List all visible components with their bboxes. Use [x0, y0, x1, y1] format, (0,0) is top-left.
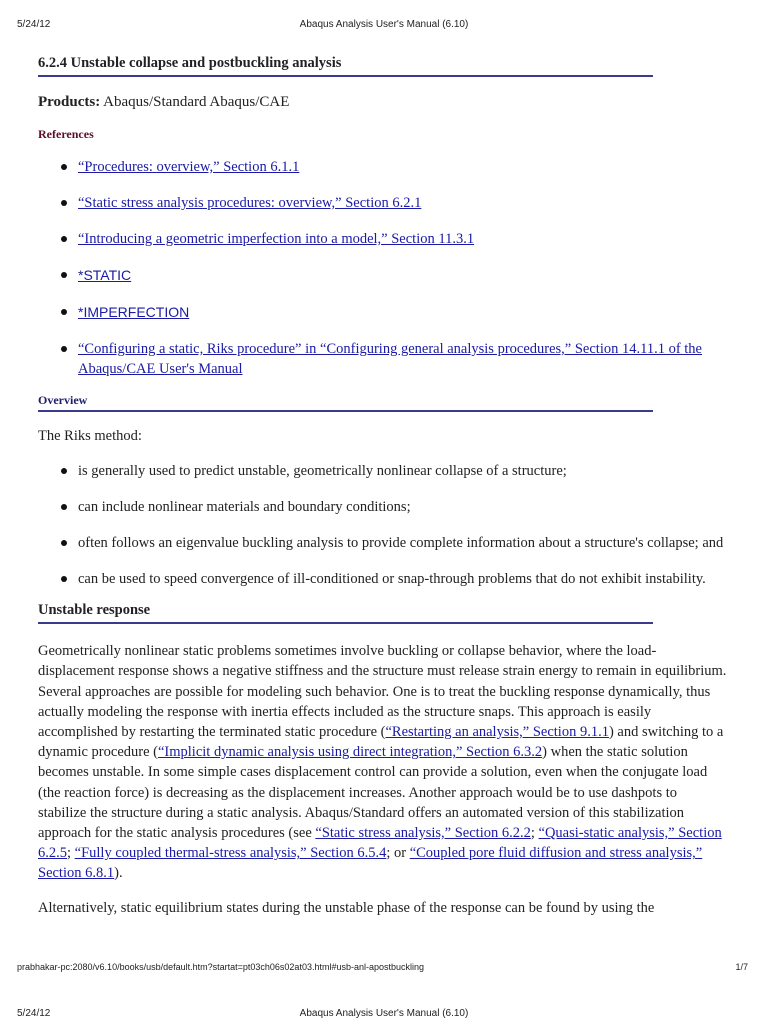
pore-fluid-link[interactable]: “Coupled pore fluid diffusion and stress analysis,” Section 6.8.1: [38, 845, 703, 882]
document-body: [38, 55, 728, 918]
reference-link[interactable]: “Procedures: overview,” Section 6.1.1: [78, 159, 300, 175]
unstable-response-heading: Unstable response: [38, 602, 653, 624]
footer-url: prabhakar-pc:2080/v6.10/books/usb/default.htm?startat=pt03ch06s02at03.html#usb-anl-apostbuckling: [17, 962, 425, 972]
header-date: 5/24/12: [17, 19, 51, 30]
overview-list: [38, 461, 728, 589]
list-item: [38, 193, 728, 213]
references-list: [38, 157, 728, 379]
products-label: Products:: [38, 94, 101, 110]
reference-link[interactable]: “Configuring a static, Riks procedure” in “Configuring general analysis procedures,” Section 14.11.1 of the Abaqus/CAE User's Manual: [78, 341, 702, 377]
list-item: often follows an eigenvalue buckling analysis to provide complete information about a structure's collapse; and: [38, 533, 728, 553]
list-item: is generally used to predict unstable, geometrically nonlinear collapse of a structure;: [38, 461, 728, 481]
paragraph-text: ;: [67, 845, 75, 862]
products-line: [38, 94, 728, 111]
products-value: Abaqus/Standard Abaqus/CAE: [103, 94, 290, 110]
header-title: Abaqus Analysis User's Manual (6.10): [299, 19, 469, 30]
footer-page-number: 1/7: [735, 962, 748, 972]
restart-analysis-link[interactable]: “Restarting an analysis,” Section 9.1.1: [385, 724, 609, 741]
paragraph-text: ;: [530, 825, 539, 842]
section-title: 6.2.4 Unstable collapse and postbuckling analysis: [38, 55, 653, 77]
reference-link[interactable]: “Introducing a geometric imperfection into a model,” Section 11.3.1: [78, 231, 475, 247]
list-item: can be used to speed convergence of ill-conditioned or snap-through problems that do not exhibit instability.: [38, 569, 728, 589]
unstable-response-paragraph: [38, 641, 728, 883]
alternative-paragraph: Alternatively, static equilibrium states during the unstable phase of the response can be found by using the: [38, 899, 655, 916]
reference-link[interactable]: *STATIC: [78, 267, 132, 283]
reference-link[interactable]: *IMPERFECTION: [78, 304, 190, 320]
list-item: [38, 157, 728, 177]
static-stress-link[interactable]: “Static stress analysis,” Section 6.2.2: [315, 825, 531, 842]
paragraph-text: ) and switching to a dynamic procedure (: [38, 724, 724, 761]
paragraph-text: ; or: [386, 845, 410, 862]
list-item: [38, 265, 728, 286]
list-item: [38, 302, 728, 323]
implicit-dynamic-link[interactable]: “Implicit dynamic analysis using direct integration,” Section 6.3.2: [157, 744, 543, 761]
references-heading: References: [38, 127, 94, 141]
thermal-stress-link[interactable]: “Fully coupled thermal-stress analysis,” Section 6.5.4: [74, 845, 387, 862]
paragraph-text: ).: [114, 865, 123, 882]
list-item: can include nonlinear materials and boundary conditions;: [38, 497, 728, 517]
paragraph-text: ) when the static solution becomes unstable. In some simple cases displacement control can provide a solution, even when the conjugate load (the reaction force) is decreasing as the displacement increases. Another approach would be to use dashpots to stabilize the structure during a static analysis. Abaqus/Standard offers an automated version of this stabilization approach for the static analysis procedures (see: [38, 744, 708, 842]
list-item: [38, 339, 728, 379]
paragraph-text: Geometrically nonlinear static problems sometimes involve buckling or collapse behavior, where the load-displacement response shows a negative stiffness and the structure must release strain energy to remain in equilibrium. Several approaches are possible for modeling such behavior. One is to treat the buckling response dynamically, thus actually modeling the response with inertia effects included as the structure snaps. This approach is easily accomplished by restarting the terminated static procedure (: [38, 643, 727, 741]
page-header: [0, 19, 768, 33]
overview-heading: Overview: [38, 393, 653, 412]
quasi-static-link[interactable]: “Quasi-static analysis,” Section 6.2.5: [38, 825, 722, 862]
next-page-header: [0, 1008, 768, 1022]
next-header-title: Abaqus Analysis User's Manual (6.10): [299, 1008, 469, 1019]
overview-intro: The Riks method:: [38, 428, 142, 444]
list-item: [38, 229, 728, 249]
reference-link[interactable]: “Static stress analysis procedures: overview,” Section 6.2.1: [78, 195, 422, 211]
next-header-date: 5/24/12: [17, 1008, 51, 1019]
